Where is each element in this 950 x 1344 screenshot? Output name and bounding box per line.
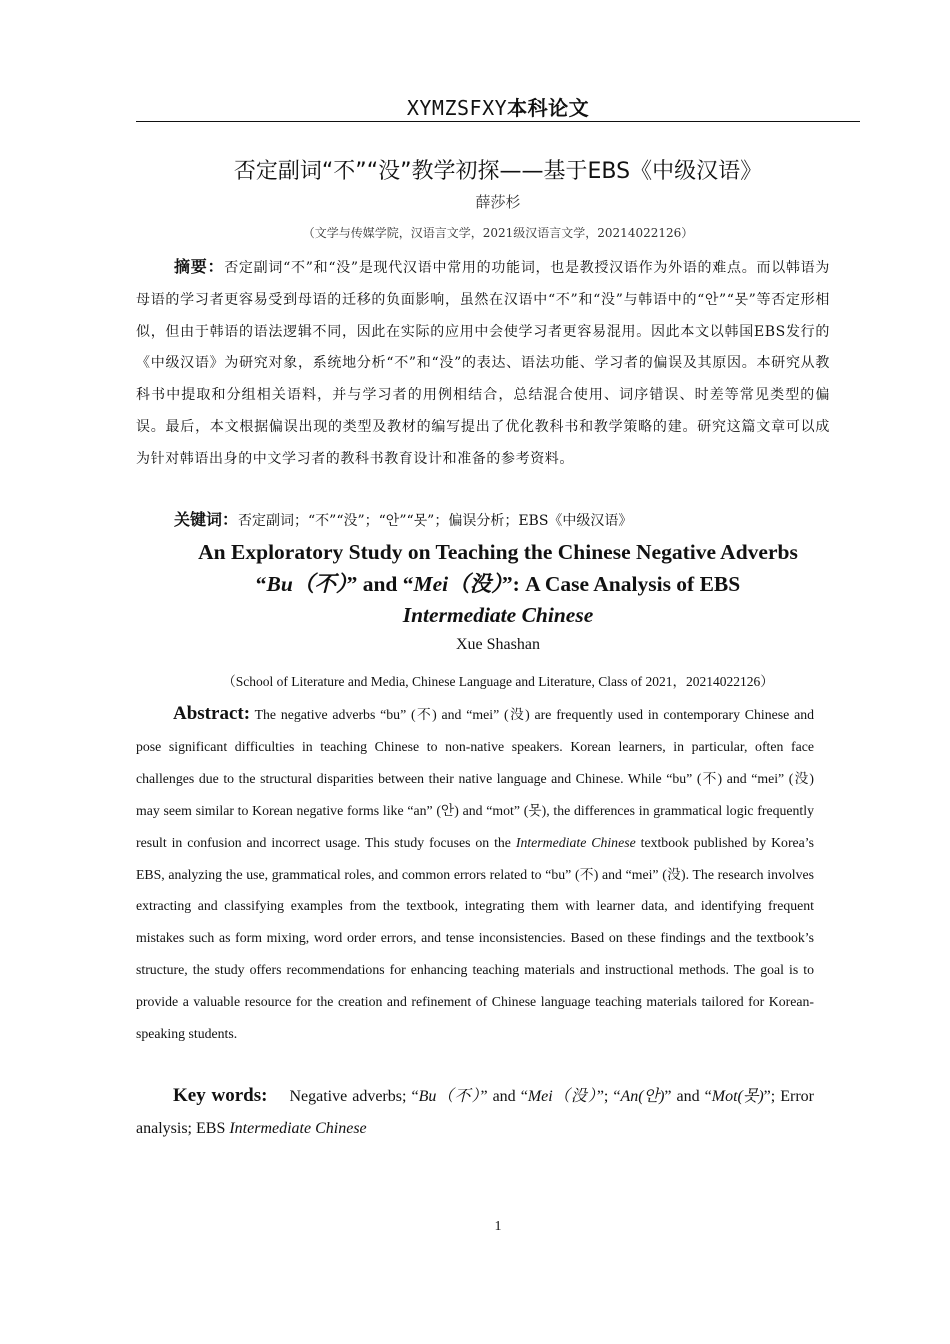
chinese-abstract <box>136 251 830 476</box>
chinese-abstract-text: 否定副词“不”和“没”是现代汉语中常用的功能词，也是教授汉语作为外语的难点。而以韩语为母语的学习者更容易受到母语的迁移的负面影响，虽然在汉语中“不”和“没”与韩语中的“안”“못”等否定形相似，但由于韩语的语法逻辑不同，因此在实际的应用中会使学习者更容易混用。因此本文以韩国EBS发行的《中级汉语》为研究对象，系统地分析“不”和“没”的表达、语法功能、学习者的偏误及其原因。本研究从教科书中提取和分组相关语料，并与学习者的用例相结合，总结混合使用、词序错误、时差等常见类型的偏误。最后，本文根据偏误出现的类型及教材的编写提出了优化教科书和教学策略的建。研究这篇文章可以成为针对韩语出身的中文学习者的教科书教育设计和准备的参考资料。 <box>136 260 830 467</box>
english-abstract-text-1: The negative adverbs “bu” (不) and “mei” (没) are frequently used in contemporary Chinese and pose significant difficulties in teaching Chinese to non-native speakers. Korean learners, in particular, often face challenges due to the structural disparities between their native language and Chinese. While “bu” (不) and “mei” (没) may seem similar to Korean negative forms like “an” (안) and “mot” (못), the differences in grammatical logic frequently result in confusion and incorrect usage. This study focuses on the <box>136 707 814 850</box>
kw-intermediate-chinese: Intermediate Chinese <box>229 1120 367 1137</box>
kw-bu: Bu（不） <box>418 1088 481 1105</box>
title-and: and “ <box>357 571 414 596</box>
title-quote-open: “ <box>255 571 267 596</box>
english-title-line-1: An Exploratory Study on Teaching the Chinese Negative Adverbs <box>198 540 798 564</box>
kw-part-1: Negative adverbs; “ <box>289 1088 419 1105</box>
chinese-keywords <box>136 507 830 534</box>
title-bu: Bu（不） <box>266 571 347 596</box>
page-number: 1 <box>494 1219 502 1234</box>
english-abstract-label: Abstract: <box>173 703 251 724</box>
kw-an: An(안) <box>620 1088 665 1105</box>
english-abstract <box>136 698 814 1050</box>
header-code: XYMZSFXY <box>406 96 508 120</box>
english-affiliation: （School of Literature and Media, Chinese Language and Literature, Class of 2021，20214022126） <box>222 674 774 689</box>
title-rest: ”: A Case Analysis of EBS <box>501 571 741 596</box>
chinese-abstract-label: 摘要： <box>174 257 225 276</box>
kw-part-4: ” and “ <box>664 1088 712 1105</box>
running-header <box>136 92 860 121</box>
header-rule <box>136 121 860 122</box>
header-label: 本科论文 <box>507 96 590 120</box>
english-abstract-text-2: textbook published by Korea’s EBS, analyzing the use, grammatical roles, and common errors related to “bu” (不) and “mei” (没). The research involves extracting and classifying examples from the textbook, integrating them with learner data, and identifying frequent mistakes such as form mixing, word order errors, and tense inconsistencies. Based on these findings and the textbook’s structure, the study offers recommendations for enhancing teaching materials and instructional methods. The goal is to provide a valuable resource for the creation and refinement of Chinese language teaching materials tailored for Korean-speaking students. <box>136 834 814 1042</box>
english-keywords-label: Key words: <box>173 1085 268 1106</box>
english-keywords <box>136 1080 814 1145</box>
title-intermediate-chinese: Intermediate Chinese <box>402 603 594 627</box>
english-title <box>136 537 860 632</box>
kw-mei: Mei（没） <box>527 1088 597 1105</box>
title-mei: Mei（没） <box>413 571 502 596</box>
chinese-title: 否定副词“不”“没”教学初探——基于EBS《中级汉语》 <box>233 159 763 184</box>
chinese-author: 薛莎杉 <box>475 193 521 211</box>
chinese-affiliation: （文学与传媒学院，汉语言文学，2021级汉语言文学，20214022126） <box>302 226 694 240</box>
chinese-keywords-label: 关键词： <box>174 510 239 529</box>
title-quote-close: ” <box>346 571 358 596</box>
english-author: Xue Shashan <box>456 636 540 653</box>
kw-part-3: ”; “ <box>596 1088 621 1105</box>
english-title-line-2 <box>136 569 860 601</box>
kw-part-2: ” and “ <box>480 1088 528 1105</box>
kw-part-5: ”; Error analysis; EBS <box>136 1088 815 1137</box>
chinese-keywords-text: 否定副词；“不”“没”；“안”“못”；偏误分析；EBS《中级汉语》 <box>238 513 633 529</box>
english-abstract-italic: Intermediate Chinese <box>515 834 636 850</box>
kw-mot: Mot(못) <box>711 1088 764 1105</box>
english-title-line-3 <box>136 600 860 632</box>
